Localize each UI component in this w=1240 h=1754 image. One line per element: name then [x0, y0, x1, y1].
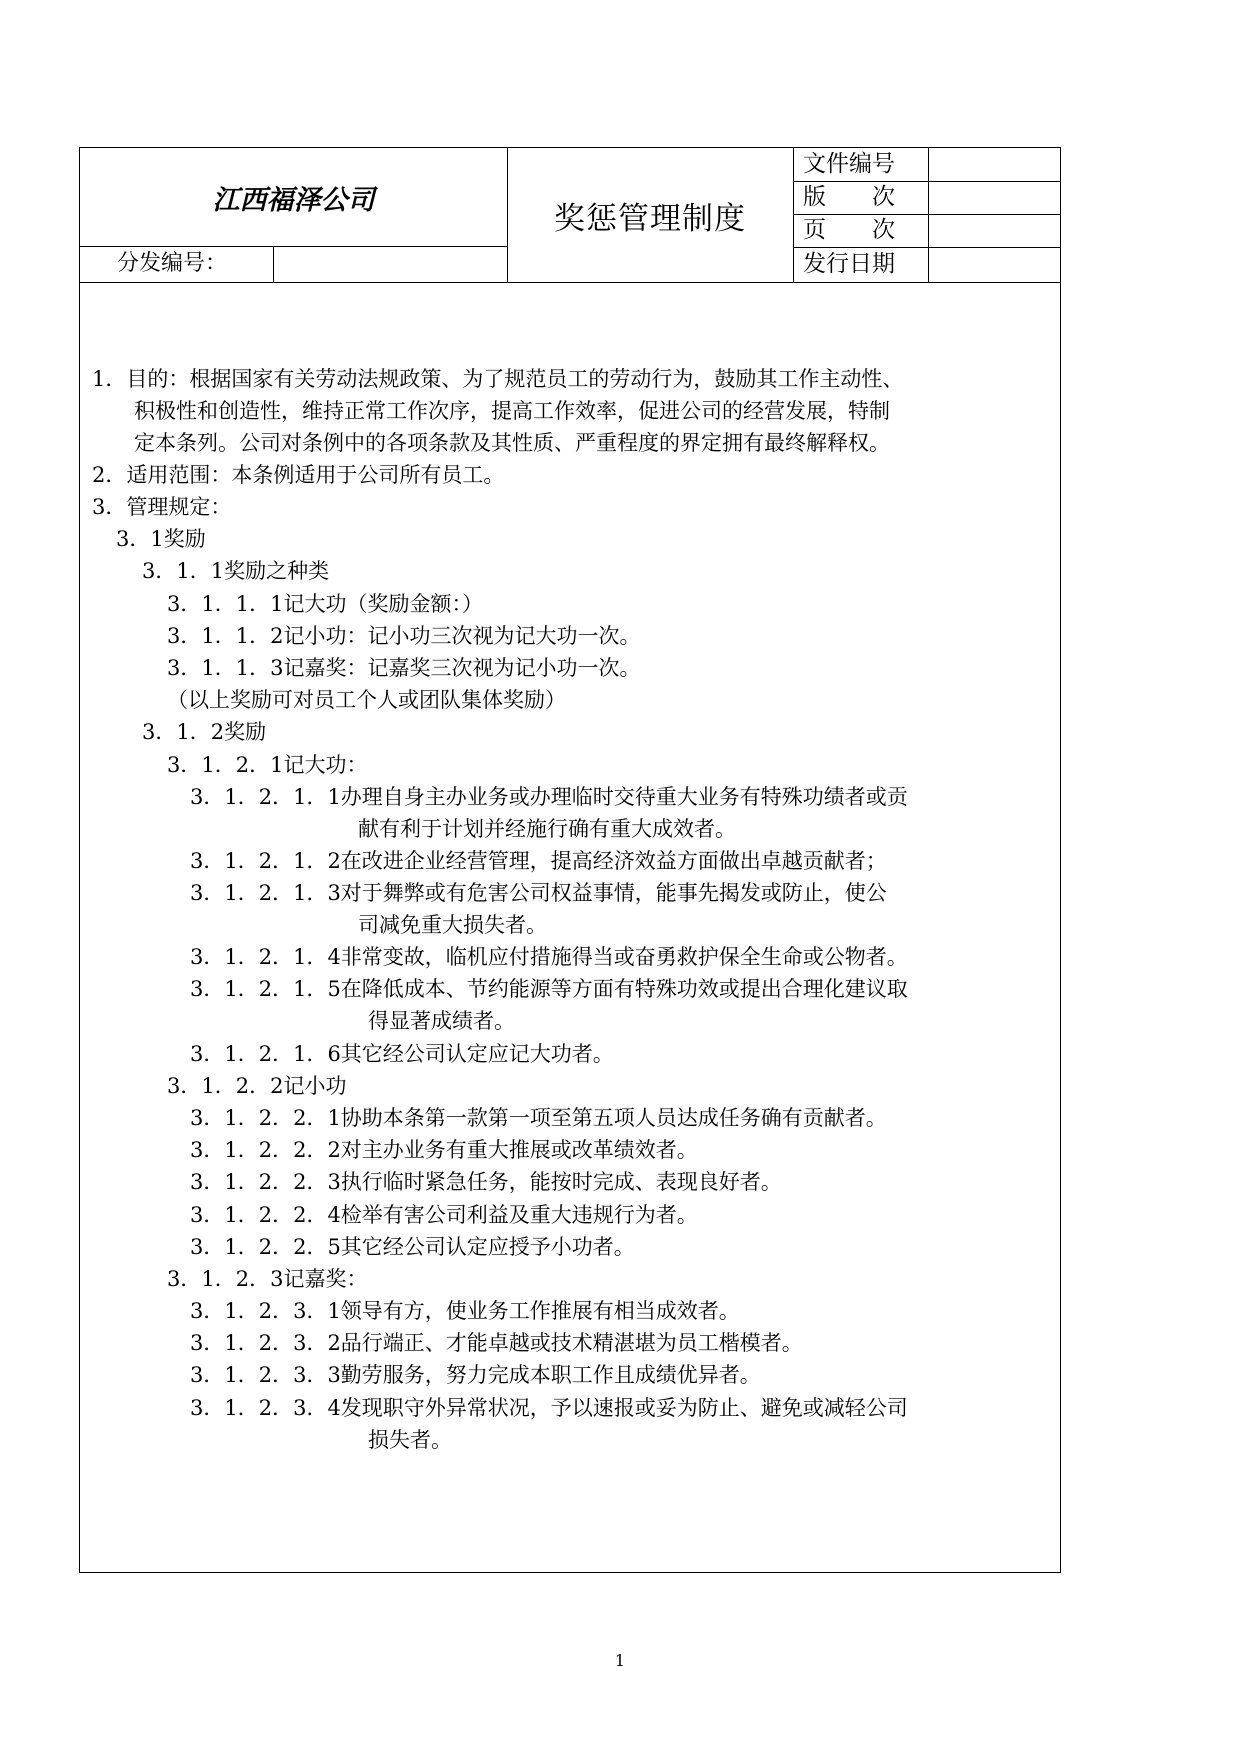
section-heading: 3．1．2．3记嘉奖： — [167, 1267, 368, 1291]
section-heading: 3．1．2．2记小功 — [167, 1074, 347, 1098]
section-heading: 3．管理规定： — [92, 495, 232, 519]
list-item-continuation: 得显著成绩者。 — [368, 1009, 515, 1033]
section-heading: 3．1奖励 — [116, 527, 206, 551]
list-item: 3．1．2．1．4非常变故，临机应付措施得当或奋勇救护保全生命或公物者。 — [190, 945, 908, 969]
issue-date-label: 发行日期 — [803, 251, 895, 277]
divider — [80, 282, 1060, 283]
list-item: 3．1．2．3．4发现职守外异常状况，予以速报或妥为防止、避免或减轻公司 — [190, 1396, 908, 1420]
paragraph-line: 积极性和创造性，维持正常工作次序，提高工作效率，促进公司的经营发展，特制 — [134, 399, 890, 423]
paragraph-line: 1．目的：根据国家有关劳动法规政策、为了规范员工的劳动行为，鼓励其工作主动性、 — [92, 367, 904, 391]
list-item: 3．1．2．1．6其它经公司认定应记大功者。 — [190, 1042, 614, 1066]
version-value — [928, 181, 1060, 214]
page-number: 1 — [614, 1651, 626, 1670]
list-item-continuation: 司减免重大损失者。 — [358, 913, 547, 937]
section-heading: 3．1．2．1记大功： — [167, 753, 368, 777]
section-heading: 3．1．2奖励 — [142, 720, 267, 744]
list-item: 3．1．2．2．5其它经公司认定应授予小功者。 — [190, 1235, 635, 1259]
distribution-number-label: 分发编号： — [117, 251, 228, 276]
list-item: 3．1．2．1．2在改进企业经营管理，提高经济效益方面做出卓越贡献者； — [190, 849, 887, 873]
list-item: 3．1．1．1记大功（奖励金额：） — [167, 592, 483, 616]
file-number-value — [928, 148, 1060, 181]
list-item-continuation: 损失者。 — [368, 1428, 452, 1452]
file-number-label: 文件编号 — [803, 151, 895, 177]
company-name: 江西福泽公司 — [212, 184, 375, 216]
section-heading: 3．1．1奖励之种类 — [142, 559, 330, 583]
list-item: 3．1．2．2．4检举有害公司利益及重大违规行为者。 — [190, 1203, 698, 1227]
list-item: 3．1．2．3．3勤劳服务，努力完成本职工作且成绩优异者。 — [190, 1363, 761, 1387]
distribution-number-value — [273, 246, 507, 282]
document-title: 奖惩管理制度 — [554, 200, 746, 237]
list-item: 3．1．2．1．3对于舞弊或有危害公司权益事情，能事先揭发或防止，使公 — [190, 881, 887, 905]
paragraph-line: 定本条列。公司对条例中的各项条款及其性质、严重程度的界定拥有最终解释权。 — [134, 431, 890, 455]
list-item: 3．1．1．3记嘉奖：记嘉奖三次视为记小功一次。 — [167, 656, 641, 680]
paragraph-line: 2．适用范围：本条例适用于公司所有员工。 — [92, 463, 505, 487]
list-item: 3．1．2．3．2品行端正、才能卓越或技术精湛堪为员工楷模者。 — [190, 1331, 803, 1355]
list-item: 3．1．2．2．2对主办业务有重大推展或改革绩效者。 — [190, 1138, 698, 1162]
note-line: （以上奖励可对员工个人或团队集体奖励） — [167, 688, 566, 712]
list-item: 3．1．1．2记小功：记小功三次视为记大功一次。 — [167, 624, 641, 648]
page-value — [928, 214, 1060, 247]
list-item: 3．1．2．2．1协助本条第一款第一项至第五项人员达成任务确有贡献者。 — [190, 1106, 887, 1130]
list-item: 3．1．2．2．3执行临时紧急任务，能按时完成、表现良好者。 — [190, 1170, 782, 1194]
document-frame — [79, 147, 1061, 1573]
list-item-continuation: 献有利于计划并经施行确有重大成效者。 — [358, 817, 736, 841]
list-item: 3．1．2．1．5在降低成本、节约能源等方面有特殊功效或提出合理化建议取 — [190, 977, 908, 1001]
issue-date-value — [928, 247, 1060, 280]
version-label: 版 次 — [803, 184, 895, 210]
list-item: 3．1．2．3．1领导有方，使业务工作推展有相当成效者。 — [190, 1299, 740, 1323]
page-label: 页 次 — [803, 217, 895, 243]
list-item: 3．1．2．1．1办理自身主办业务或办理临时交待重大业务有特殊功绩者或贡 — [190, 785, 908, 809]
